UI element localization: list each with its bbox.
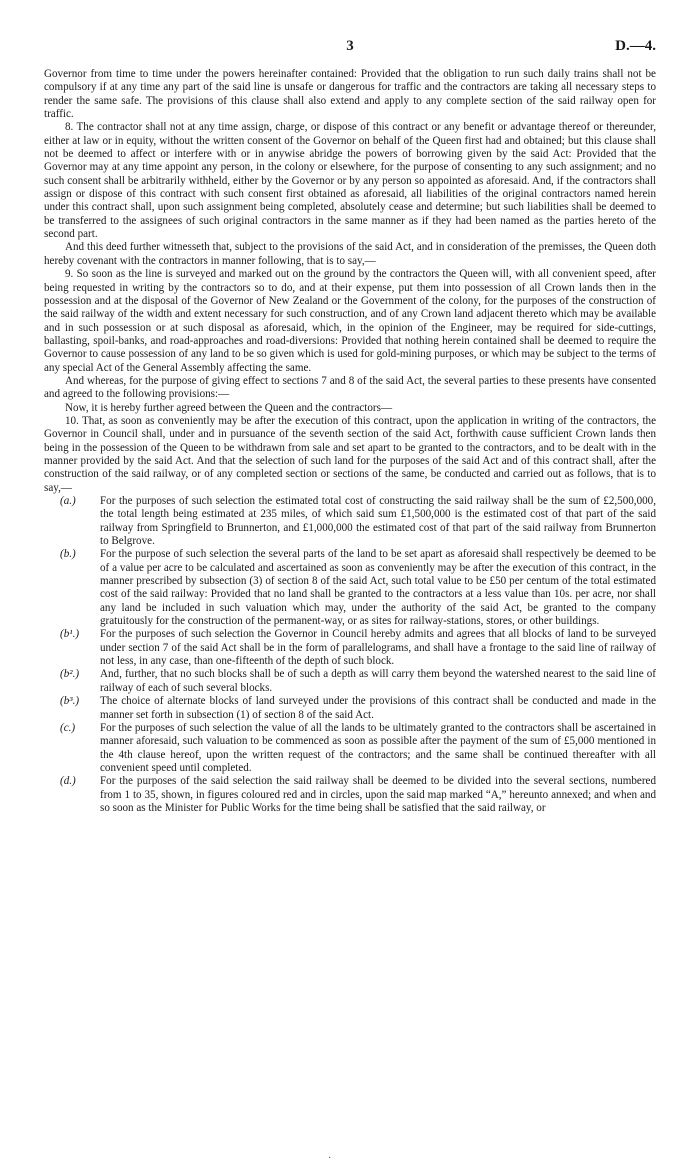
subclause-b1 — [44, 628, 656, 668]
subclause-list — [44, 495, 656, 815]
subclause-b3 — [44, 695, 656, 722]
subclause-label: (b³.) — [60, 695, 80, 708]
witnesseth-paragraph: And this deed further witnesseth that, subject to the provisions of the said Act, and in consideration of the premisses, the Queen doth hereby covenant with the contractors in manner following, that is to say,— — [44, 241, 656, 267]
subclause-text: For the purposes of the said selection the said railway shall be deemed to be divided into the several sections, numbered from 1 to 35, shown, in figures coloured red and in circles, upon the said map marked “A,” hereunto annexed; and when and so soon as the Minister for Public Works for the time being shall be satisfied that the said railway, or — [100, 775, 656, 814]
subclause-text: For the purpose of such selection the several parts of the land to be set apart as aforesaid shall respectively be deemed to be of a value per acre to be calculated and ascertained as soon as conveniently may be after the execution of this contract, in the manner prescribed by subsection (3) of section 8 of the said Act, such total value to be £50 per centum of the total estimated cost of the said railway: Provided that no land shall be granted to the contractors at a less value than 10s. per acre, nor shall any land be included in such valuation which may, under the authority of the said Act, be granted to the company gratuitously for the construction of the permanent-way, or as sites for railway-stations, stores, or other buildings. — [100, 548, 656, 628]
subclause-text: And, further, that no such blocks shall be of such a depth as will carry them beyond the watershed nearest to the said line of railway of each of such several blocks. — [100, 668, 656, 694]
page-header — [44, 40, 656, 68]
clause-8: 8. The contractor shall not at any time assign, charge, or dispose of this contract or any benefit or advantage thereof or thereunder, either at law or in equity, without the written consent of the Governor on behalf of the Queen first had and obtained; but this clause shall not be deemed to affect or interfere with or in anywise abridge the powers of borrowing given by the said Act: Provided that the Governor may at any time appoint any person, in the colony or elsewhere, for the purpose of consenting to any such assignment; and no such consent shall be arbitrarily withheld, either by the Governor or by any person so appointed as aforesaid. And, if the contractors shall assign or dispose of this contract with such consent first obtained as aforesaid, all liabilities of the original contractors named herein under this contract shall, upon such assignment being completed, absolutely cease and determine; but such liabilities shall be deemed to be transferred to the assignees of such original contractors in the same manner as if they had been named as the parties hereto of the second part. — [44, 121, 656, 241]
subclause-a — [44, 495, 656, 548]
subclause-text: For the purposes of such selection the Governor in Council hereby admits and agrees that all blocks of land to be surveyed under section 7 of the said Act shall be in the form of parallelograms, and shall have a frontage to the said line of railway of not less, in any case, than one-fifteenth of the depth of such block. — [100, 628, 656, 668]
subclause-label: (c.) — [60, 721, 76, 734]
subclause-d — [44, 775, 656, 815]
page-mark: · — [328, 1153, 332, 1164]
subclause-b — [44, 548, 656, 628]
subclause-label: (b².) — [60, 668, 80, 681]
agreement-paragraph: Now, it is hereby further agreed between the Queen and the contractors— — [65, 401, 393, 414]
subclause-text: For the purposes of such selection the value of all the lands to be ultimately granted to the contractors shall be ascertained in manner aforesaid, such valuation to be commenced as soon as possible after the payment of the sum of £5,000 mentioned in the 4th clause hereof, upon the written request of the contractors; and the same shall be continued thereafter with all convenient speed until completed. — [100, 721, 656, 774]
document-reference: D.—4. — [615, 38, 656, 54]
subclause-label: (b¹.) — [60, 628, 80, 641]
page-number: 3 — [346, 38, 354, 54]
subclause-c — [44, 722, 656, 775]
subclause-label: (d.) — [60, 775, 76, 788]
subclause-label: (a.) — [60, 495, 76, 507]
clause-9: 9. So soon as the line is surveyed and marked out on the ground by the contractors the Queen will, with all convenient speed, after being requested in writing by the contractors so to do, and at their expense, put them into possession of all Crown lands then in the possession and at the disposal of the Governor of New Zealand or the Government of the colony, for the purposes of the construction of the said railway of the width and extent necessary for such construction, and of any Crown land adjacent thereto which may be available and in such possession or at such disposal as aforesaid, which, in the opinion of the Engineer, may be required for side-cuttings, ballasting, spoil-banks, and road-approaches and road-diversions: Provided that nothing herein contained shall be deemed to require the Governor to cause possession of any land to be so given which is used for gold-mining purposes, or which may be subject to the terms of any special Act of the General Assembly affecting the same. — [44, 268, 656, 374]
subclause-label: (b.) — [60, 548, 76, 561]
paragraph-continuation: Governor from time to time under the powers hereinafter contained: Provided that the obligation to run such daily trains shall not be compulsory if at any time any part of the said line is unsafe or dangerous for traffic and the contractors are taking all necessary steps to render the same safe. The provisions of this clause shall also extend and apply to any complete section of the said railway open for traffic. — [44, 68, 656, 121]
whereas-paragraph: And whereas, for the purpose of giving effect to sections 7 and 8 of the said Act, the several parties to these presents have consented and agreed to the following provisions:— — [44, 374, 656, 401]
clause-10: 10. That, as soon as conveniently may be after the execution of this contract, upon the application in writing of the contractors, the Governor in Council shall, under and in pursuance of the seventh section of the said Act, forthwith cause sufficient Crown lands then being in the possession of the Queen to be withdrawn from sale and set apart to be granted to the contractors, and to be dealt with in the manner provided by the said Act. And that the selection of such land for the purposes of the said Act and of this contract shall, after the construction of the said railway, or of any completed section or sections of the same, be conducted and carried out as follows, that is to say,— — [44, 414, 656, 494]
subclause-text: For the purposes of such selection the estimated total cost of constructing the said railway shall be the sum of £2,500,000, the total length being estimated at 235 miles, of which said sum £1,500,000 is the estimated cost of that part of the said railway from Springfield to Brunnerton, and £1,000,000 the estimated cost of that part of the said railway from Brunnerton to Belgrove. — [100, 495, 656, 548]
subclause-text: The choice of alternate blocks of land surveyed under the provisions of this contract shall be conducted and made in the manner set forth in subsection (1) of section 8 of the said Act. — [100, 695, 656, 721]
subclause-b2 — [44, 668, 656, 695]
